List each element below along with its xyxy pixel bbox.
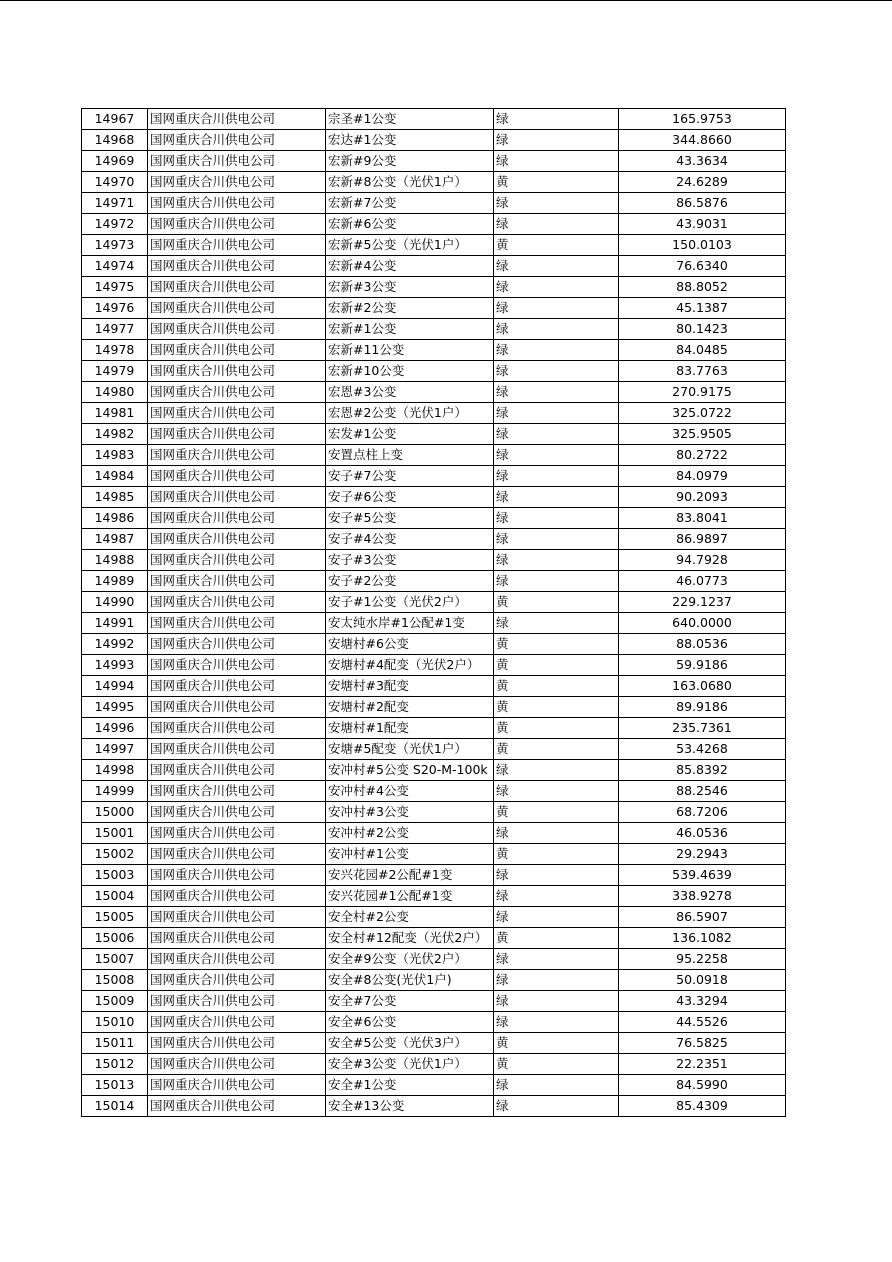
table-row [82,466,786,487]
cell-id: 15008 [82,970,148,991]
cell-transformer-name: 安塘村#4配变（光伏2户） [326,655,494,676]
cell-id: 14983 [82,445,148,466]
cell-company: 国网重庆合川供电公司 [148,214,326,235]
cell-value: 136.1082 [619,928,786,949]
cell-id: 14977 [82,319,148,340]
cell-transformer-name: 宏新#7公变 [326,193,494,214]
cell-company: 国网重庆合川供电公司 [148,865,326,886]
cell-status: 黄 [494,697,619,718]
cell-value: 640.0000 [619,613,786,634]
cell-status: 黄 [494,172,619,193]
table-row [82,319,786,340]
cell-transformer-name: 安塘村#1配变 [326,718,494,739]
cell-company: 国网重庆合川供电公司 [148,970,326,991]
cell-company: 国网重庆合川供电公司 [148,382,326,403]
table-row [82,277,786,298]
cell-value: 165.9753 [619,109,786,130]
cell-id: 15007 [82,949,148,970]
cell-status: 绿 [494,277,619,298]
cell-company: 国网重庆合川供电公司 [148,886,326,907]
table-row [82,823,786,844]
table-row [82,991,786,1012]
cell-value: 89.9186 [619,697,786,718]
cell-company: 国网重庆合川供电公司 [148,319,326,340]
cell-company: 国网重庆合川供电公司 [148,1012,326,1033]
cell-id: 14986 [82,508,148,529]
cell-transformer-name: 安全#7公变 [326,991,494,1012]
cell-transformer-name: 安全#9公变（光伏2户） [326,949,494,970]
cell-value: 22.2351 [619,1054,786,1075]
table-row [82,1054,786,1075]
cell-id: 14971 [82,193,148,214]
cell-company: 国网重庆合川供电公司 [148,445,326,466]
cell-transformer-name: 宏新#10公变 [326,361,494,382]
cell-id: 15001 [82,823,148,844]
data-table [81,108,786,1117]
cell-transformer-name: 安塘村#6公变 [326,634,494,655]
table-row [82,1075,786,1096]
cell-id: 14995 [82,697,148,718]
cell-transformer-name: 安子#3公变 [326,550,494,571]
cell-status: 黄 [494,655,619,676]
cell-transformer-name: 安兴花园#2公配#1变 [326,865,494,886]
cell-value: 163.0680 [619,676,786,697]
cell-transformer-name: 安冲村#2公变 [326,823,494,844]
cell-transformer-name: 宏新#2公变 [326,298,494,319]
cell-transformer-name: 宗圣#1公变 [326,109,494,130]
cell-transformer-name: 安子#7公变 [326,466,494,487]
cell-id: 14968 [82,130,148,151]
cell-id: 14979 [82,361,148,382]
cell-id: 14980 [82,382,148,403]
cell-value: 86.5876 [619,193,786,214]
cell-transformer-name: 安兴花园#1公配#1变 [326,886,494,907]
cell-status: 绿 [494,424,619,445]
cell-status: 绿 [494,781,619,802]
table-row [82,361,786,382]
cell-status: 绿 [494,445,619,466]
cell-company: 国网重庆合川供电公司 [148,760,326,781]
page-top-border [0,0,892,1]
cell-company: 国网重庆合川供电公司 [148,907,326,928]
table-row [82,529,786,550]
cell-status: 黄 [494,592,619,613]
cell-status: 绿 [494,193,619,214]
cell-value: 229.1237 [619,592,786,613]
cell-id: 14996 [82,718,148,739]
cell-company: 国网重庆合川供电公司 [148,718,326,739]
table-row [82,298,786,319]
cell-value: 50.0918 [619,970,786,991]
cell-company: 国网重庆合川供电公司 [148,508,326,529]
cell-id: 15013 [82,1075,148,1096]
table-row [82,718,786,739]
cell-value: 46.0536 [619,823,786,844]
cell-value: 88.8052 [619,277,786,298]
cell-value: 85.4309 [619,1096,786,1117]
cell-transformer-name: 安冲村#4公变 [326,781,494,802]
cell-value: 80.1423 [619,319,786,340]
cell-id: 15002 [82,844,148,865]
cell-status: 绿 [494,1096,619,1117]
cell-value: 95.2258 [619,949,786,970]
cell-status: 绿 [494,214,619,235]
cell-company: 国网重庆合川供电公司 [148,1054,326,1075]
cell-company: 国网重庆合川供电公司 [148,298,326,319]
cell-status: 黄 [494,1033,619,1054]
cell-transformer-name: 安塘村#2配变 [326,697,494,718]
cell-transformer-name: 安全村#2公变 [326,907,494,928]
cell-transformer-name: 宏达#1公变 [326,130,494,151]
cell-transformer-name: 安全村#12配变（光伏2户） [326,928,494,949]
cell-company: 国网重庆合川供电公司 [148,235,326,256]
table-row [82,424,786,445]
cell-id: 14999 [82,781,148,802]
cell-company: 国网重庆合川供电公司 [148,802,326,823]
cell-status: 绿 [494,970,619,991]
cell-transformer-name: 安子#2公变 [326,571,494,592]
cell-id: 14969 [82,151,148,172]
cell-company: 国网重庆合川供电公司 [148,634,326,655]
cell-status: 黄 [494,1054,619,1075]
cell-transformer-name: 安全#13公变 [326,1096,494,1117]
cell-id: 14988 [82,550,148,571]
cell-status: 绿 [494,886,619,907]
table-row [82,970,786,991]
cell-transformer-name: 安子#6公变 [326,487,494,508]
cell-id: 14967 [82,109,148,130]
cell-company: 国网重庆合川供电公司 [148,403,326,424]
cell-transformer-name: 安塘村#3配变 [326,676,494,697]
cell-id: 14982 [82,424,148,445]
cell-status: 绿 [494,403,619,424]
cell-value: 88.0536 [619,634,786,655]
cell-company: 国网重庆合川供电公司 [148,529,326,550]
table-row [82,739,786,760]
cell-id: 14970 [82,172,148,193]
cell-transformer-name: 宏新#5公变（光伏1户） [326,235,494,256]
cell-transformer-name: 安全#5公变（光伏3户） [326,1033,494,1054]
cell-status: 绿 [494,760,619,781]
cell-company: 国网重庆合川供电公司 [148,592,326,613]
cell-value: 344.8660 [619,130,786,151]
cell-id: 14998 [82,760,148,781]
cell-status: 绿 [494,1012,619,1033]
cell-status: 绿 [494,151,619,172]
cell-status: 黄 [494,739,619,760]
cell-id: 15010 [82,1012,148,1033]
cell-transformer-name: 宏新#1公变 [326,319,494,340]
cell-value: 539.4639 [619,865,786,886]
cell-transformer-name: 安子#1公变（光伏2户） [326,592,494,613]
cell-id: 14990 [82,592,148,613]
table-row [82,886,786,907]
cell-value: 76.6340 [619,256,786,277]
table-row [82,340,786,361]
cell-transformer-name: 安全#1公变 [326,1075,494,1096]
cell-value: 84.0979 [619,466,786,487]
cell-id: 14976 [82,298,148,319]
cell-id: 14989 [82,571,148,592]
table-row [82,676,786,697]
cell-transformer-name: 安全#6公变 [326,1012,494,1033]
cell-status: 黄 [494,718,619,739]
cell-value: 86.9897 [619,529,786,550]
table-row [82,109,786,130]
table-row [82,697,786,718]
cell-id: 15006 [82,928,148,949]
cell-status: 黄 [494,634,619,655]
cell-transformer-name: 安全#3公变（光伏1户） [326,1054,494,1075]
table-row [82,655,786,676]
cell-transformer-name: 宏新#6公变 [326,214,494,235]
cell-status: 黄 [494,844,619,865]
cell-id: 15005 [82,907,148,928]
cell-value: 270.9175 [619,382,786,403]
cell-company: 国网重庆合川供电公司 [148,361,326,382]
cell-status: 绿 [494,865,619,886]
cell-transformer-name: 安冲村#3公变 [326,802,494,823]
table-row [82,613,786,634]
cell-id: 14984 [82,466,148,487]
cell-transformer-name: 安太纯水岸#1公配#1变 [326,613,494,634]
cell-id: 15012 [82,1054,148,1075]
table-row [82,760,786,781]
table-row [82,592,786,613]
cell-value: 150.0103 [619,235,786,256]
table-row [82,928,786,949]
cell-company: 国网重庆合川供电公司 [148,949,326,970]
cell-value: 24.6289 [619,172,786,193]
table-row [82,571,786,592]
cell-status: 黄 [494,928,619,949]
table-row [82,1033,786,1054]
cell-status: 绿 [494,487,619,508]
cell-id: 14973 [82,235,148,256]
cell-id: 15000 [82,802,148,823]
table-row [82,130,786,151]
cell-company: 国网重庆合川供电公司 [148,256,326,277]
cell-company: 国网重庆合川供电公司 [148,676,326,697]
table-row [82,781,786,802]
cell-value: 43.3634 [619,151,786,172]
cell-value: 29.2943 [619,844,786,865]
table-row [82,844,786,865]
cell-id: 14991 [82,613,148,634]
cell-status: 绿 [494,529,619,550]
cell-transformer-name: 安塘#5配变（光伏1户） [326,739,494,760]
cell-status: 绿 [494,256,619,277]
cell-id: 15014 [82,1096,148,1117]
cell-company: 国网重庆合川供电公司 [148,655,326,676]
table-row [82,550,786,571]
cell-status: 绿 [494,550,619,571]
cell-status: 绿 [494,907,619,928]
cell-value: 59.9186 [619,655,786,676]
cell-value: 80.2722 [619,445,786,466]
cell-status: 黄 [494,802,619,823]
table-row [82,445,786,466]
cell-transformer-name: 宏新#11公变 [326,340,494,361]
cell-id: 14994 [82,676,148,697]
cell-transformer-name: 宏新#8公变（光伏1户） [326,172,494,193]
cell-value: 83.8041 [619,508,786,529]
cell-value: 76.5825 [619,1033,786,1054]
table-row [82,802,786,823]
cell-id: 14987 [82,529,148,550]
cell-value: 43.9031 [619,214,786,235]
table-row [82,907,786,928]
cell-company: 国网重庆合川供电公司 [148,781,326,802]
cell-status: 绿 [494,571,619,592]
table-row [82,403,786,424]
cell-transformer-name: 安全#8公变(光伏1户) [326,970,494,991]
cell-status: 绿 [494,823,619,844]
cell-status: 绿 [494,361,619,382]
cell-value: 84.5990 [619,1075,786,1096]
table-row [82,382,786,403]
cell-value: 86.5907 [619,907,786,928]
cell-company: 国网重庆合川供电公司 [148,1033,326,1054]
table-row [82,1012,786,1033]
cell-id: 15011 [82,1033,148,1054]
cell-company: 国网重庆合川供电公司 [148,697,326,718]
cell-id: 14981 [82,403,148,424]
cell-id: 15003 [82,865,148,886]
cell-id: 14993 [82,655,148,676]
table-row [82,214,786,235]
cell-id: 14972 [82,214,148,235]
cell-status: 绿 [494,340,619,361]
cell-status: 绿 [494,130,619,151]
cell-value: 83.7763 [619,361,786,382]
table-row [82,949,786,970]
cell-company: 国网重庆合川供电公司 [148,466,326,487]
cell-company: 国网重庆合川供电公司 [148,1096,326,1117]
table-row [82,508,786,529]
cell-company: 国网重庆合川供电公司 [148,151,326,172]
cell-company: 国网重庆合川供电公司 [148,613,326,634]
cell-status: 绿 [494,949,619,970]
cell-company: 国网重庆合川供电公司 [148,571,326,592]
cell-value: 45.1387 [619,298,786,319]
cell-status: 绿 [494,508,619,529]
table-row [82,865,786,886]
cell-value: 44.5526 [619,1012,786,1033]
cell-value: 68.7206 [619,802,786,823]
cell-status: 绿 [494,109,619,130]
cell-value: 235.7361 [619,718,786,739]
cell-transformer-name: 宏发#1公变 [326,424,494,445]
cell-id: 14985 [82,487,148,508]
cell-transformer-name: 宏恩#3公变 [326,382,494,403]
cell-id: 14978 [82,340,148,361]
cell-company: 国网重庆合川供电公司 [148,1075,326,1096]
cell-company: 国网重庆合川供电公司 [148,193,326,214]
cell-transformer-name: 宏新#9公变 [326,151,494,172]
cell-company: 国网重庆合川供电公司 [148,172,326,193]
cell-status: 绿 [494,298,619,319]
cell-id: 15009 [82,991,148,1012]
cell-transformer-name: 安子#5公变 [326,508,494,529]
cell-id: 14974 [82,256,148,277]
cell-company: 国网重庆合川供电公司 [148,340,326,361]
cell-transformer-name: 安置点柱上变 [326,445,494,466]
cell-status: 绿 [494,613,619,634]
cell-status: 黄 [494,676,619,697]
table-row [82,487,786,508]
table-row [82,634,786,655]
table-row [82,193,786,214]
cell-value: 85.8392 [619,760,786,781]
cell-company: 国网重庆合川供电公司 [148,739,326,760]
cell-value: 84.0485 [619,340,786,361]
cell-company: 国网重庆合川供电公司 [148,487,326,508]
cell-value: 338.9278 [619,886,786,907]
table-row [82,256,786,277]
cell-company: 国网重庆合川供电公司 [148,823,326,844]
cell-value: 53.4268 [619,739,786,760]
cell-status: 绿 [494,1075,619,1096]
cell-transformer-name: 安冲村#1公变 [326,844,494,865]
cell-value: 325.0722 [619,403,786,424]
cell-status: 黄 [494,235,619,256]
cell-value: 43.3294 [619,991,786,1012]
cell-company: 国网重庆合川供电公司 [148,844,326,865]
table-body [82,109,786,1117]
cell-value: 325.9505 [619,424,786,445]
cell-status: 绿 [494,319,619,340]
table-row [82,172,786,193]
cell-transformer-name: 安冲村#5公变 S20-M-100k [326,760,494,781]
cell-transformer-name: 宏新#4公变 [326,256,494,277]
cell-company: 国网重庆合川供电公司 [148,928,326,949]
cell-id: 14997 [82,739,148,760]
table-row [82,1096,786,1117]
cell-status: 绿 [494,991,619,1012]
cell-company: 国网重庆合川供电公司 [148,277,326,298]
cell-transformer-name: 宏恩#2公变（光伏1户） [326,403,494,424]
cell-value: 46.0773 [619,571,786,592]
cell-company: 国网重庆合川供电公司 [148,109,326,130]
cell-id: 15004 [82,886,148,907]
cell-id: 14975 [82,277,148,298]
cell-status: 绿 [494,382,619,403]
cell-company: 国网重庆合川供电公司 [148,424,326,445]
cell-value: 88.2546 [619,781,786,802]
cell-transformer-name: 安子#4公变 [326,529,494,550]
cell-value: 94.7928 [619,550,786,571]
cell-id: 14992 [82,634,148,655]
table-row [82,235,786,256]
cell-company: 国网重庆合川供电公司 [148,991,326,1012]
cell-company: 国网重庆合川供电公司 [148,130,326,151]
cell-company: 国网重庆合川供电公司 [148,550,326,571]
cell-value: 90.2093 [619,487,786,508]
cell-status: 绿 [494,466,619,487]
cell-transformer-name: 宏新#3公变 [326,277,494,298]
table-row [82,151,786,172]
